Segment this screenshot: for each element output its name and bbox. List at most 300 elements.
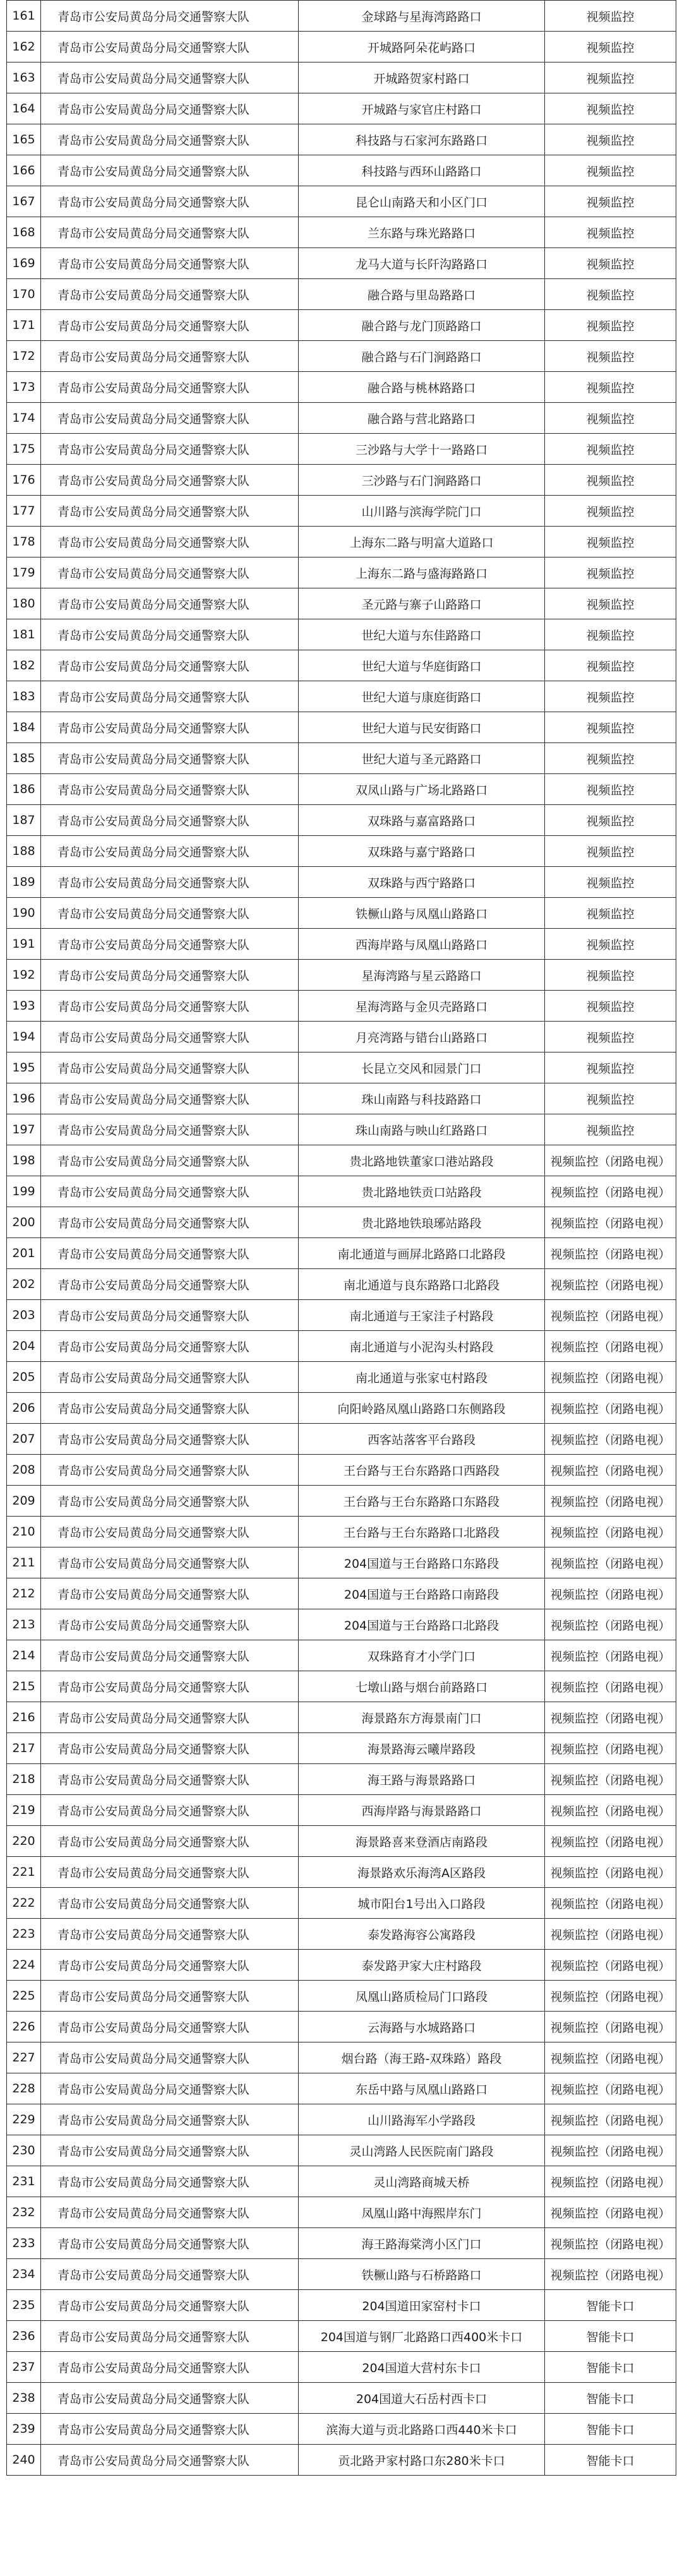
row-number-cell: 178 <box>7 527 41 558</box>
location-cell: 海王路海棠湾小区门口 <box>299 2228 545 2259</box>
location-cell: 海景路海云曦岸路段 <box>299 1733 545 1764</box>
table-row <box>7 2012 676 2042</box>
location-cell: 长昆立交风和园景门口 <box>299 1052 545 1083</box>
monitor-type-cell: 智能卡口 <box>545 2383 676 2414</box>
department-cell: 青岛市公安局黄岛分局交通警察大队 <box>41 867 299 898</box>
row-number-cell: 217 <box>7 1733 41 1764</box>
department-cell: 青岛市公安局黄岛分局交通警察大队 <box>41 217 299 248</box>
monitor-type-cell: 视频监控 <box>545 1114 676 1145</box>
department-cell: 青岛市公安局黄岛分局交通警察大队 <box>41 2012 299 2042</box>
monitor-type-cell: 视频监控（闭路电视） <box>545 1981 676 2012</box>
table-row <box>7 93 676 124</box>
department-cell: 青岛市公安局黄岛分局交通警察大队 <box>41 960 299 991</box>
table-row <box>7 774 676 805</box>
location-cell: 南北通道与小泥沟头村路段 <box>299 1331 545 1362</box>
department-cell: 青岛市公安局黄岛分局交通警察大队 <box>41 186 299 217</box>
row-number-cell: 221 <box>7 1857 41 1888</box>
table-row <box>7 681 676 712</box>
row-number-cell: 225 <box>7 1981 41 2012</box>
department-cell: 青岛市公安局黄岛分局交通警察大队 <box>41 2259 299 2290</box>
row-number-cell: 201 <box>7 1238 41 1269</box>
row-number-cell: 199 <box>7 1176 41 1207</box>
location-cell: 融合路与桃林路路口 <box>299 372 545 403</box>
table-row <box>7 805 676 836</box>
department-cell: 青岛市公安局黄岛分局交通警察大队 <box>41 1424 299 1455</box>
location-cell: 204国道大营村东卡口 <box>299 2352 545 2383</box>
location-cell: 双凤山路与广场北路路口 <box>299 774 545 805</box>
table-row <box>7 186 676 217</box>
monitor-type-cell: 视频监控 <box>545 372 676 403</box>
table-row <box>7 1517 676 1547</box>
table-row <box>7 496 676 527</box>
department-cell: 青岛市公安局黄岛分局交通警察大队 <box>41 341 299 372</box>
location-cell: 南北通道与画屏北路路口北路段 <box>299 1238 545 1269</box>
department-cell: 青岛市公安局黄岛分局交通警察大队 <box>41 1022 299 1052</box>
monitor-type-cell: 视频监控 <box>545 712 676 743</box>
table-row <box>7 960 676 991</box>
department-cell: 青岛市公安局黄岛分局交通警察大队 <box>41 1486 299 1517</box>
department-cell: 青岛市公安局黄岛分局交通警察大队 <box>41 1888 299 1919</box>
table-row <box>7 1052 676 1083</box>
department-cell: 青岛市公安局黄岛分局交通警察大队 <box>41 1919 299 1950</box>
monitor-type-cell: 视频监控（闭路电视） <box>545 1702 676 1733</box>
location-cell: 海王路与海景路路口 <box>299 1764 545 1795</box>
row-number-cell: 234 <box>7 2259 41 2290</box>
monitor-type-cell: 视频监控（闭路电视） <box>545 1609 676 1640</box>
monitor-type-cell: 视频监控（闭路电视） <box>545 1145 676 1176</box>
table-row <box>7 1764 676 1795</box>
table-row <box>7 124 676 155</box>
table-row <box>7 1671 676 1702</box>
row-number-cell: 198 <box>7 1145 41 1176</box>
table-row <box>7 558 676 588</box>
table-row <box>7 1950 676 1981</box>
location-cell: 南北通道与王家洼子村路段 <box>299 1300 545 1331</box>
location-cell: 贵北路地铁董家口港站路段 <box>299 1145 545 1176</box>
row-number-cell: 233 <box>7 2228 41 2259</box>
location-cell: 三沙路与大学十一路路口 <box>299 434 545 465</box>
location-cell: 云海路与水城路路口 <box>299 2012 545 2042</box>
table-row <box>7 434 676 465</box>
row-number-cell: 163 <box>7 63 41 93</box>
monitor-type-cell: 视频监控 <box>545 527 676 558</box>
location-cell: 凤凰山路中海熙岸东门 <box>299 2197 545 2228</box>
department-cell: 青岛市公安局黄岛分局交通警察大队 <box>41 2197 299 2228</box>
location-cell: 204国道与王台路路口南路段 <box>299 1578 545 1609</box>
department-cell: 青岛市公安局黄岛分局交通警察大队 <box>41 619 299 650</box>
department-cell: 青岛市公安局黄岛分局交通警察大队 <box>41 1300 299 1331</box>
monitor-type-cell: 视频监控 <box>545 465 676 496</box>
location-cell: 王台路与王台东路路口北路段 <box>299 1517 545 1547</box>
row-number-cell: 228 <box>7 2073 41 2104</box>
row-number-cell: 224 <box>7 1950 41 1981</box>
department-cell: 青岛市公安局黄岛分局交通警察大队 <box>41 1795 299 1826</box>
row-number-cell: 227 <box>7 2042 41 2073</box>
monitor-type-cell: 视频监控（闭路电视） <box>545 2073 676 2104</box>
monitor-type-cell: 视频监控 <box>545 805 676 836</box>
monitor-type-cell: 视频监控 <box>545 650 676 681</box>
location-cell: 铁橛山路与石桥路路口 <box>299 2259 545 2290</box>
department-cell: 青岛市公安局黄岛分局交通警察大队 <box>41 496 299 527</box>
row-number-cell: 196 <box>7 1083 41 1114</box>
department-cell: 青岛市公安局黄岛分局交通警察大队 <box>41 1702 299 1733</box>
monitor-type-cell: 视频监控 <box>545 341 676 372</box>
location-cell: 204国道与钢厂北路路口西400米卡口 <box>299 2321 545 2352</box>
location-cell: 204国道与王台路路口东路段 <box>299 1547 545 1578</box>
monitor-type-cell: 视频监控（闭路电视） <box>545 1362 676 1393</box>
row-number-cell: 164 <box>7 93 41 124</box>
monitor-type-cell: 视频监控 <box>545 836 676 867</box>
location-cell: 山川路海军小学路段 <box>299 2104 545 2135</box>
monitor-type-cell: 视频监控 <box>545 681 676 712</box>
location-cell: 融合路与营北路路口 <box>299 403 545 434</box>
table-row <box>7 2104 676 2135</box>
row-number-cell: 218 <box>7 1764 41 1795</box>
department-cell: 青岛市公安局黄岛分局交通警察大队 <box>41 2228 299 2259</box>
department-cell: 青岛市公安局黄岛分局交通警察大队 <box>41 1826 299 1857</box>
row-number-cell: 175 <box>7 434 41 465</box>
department-cell: 青岛市公安局黄岛分局交通警察大队 <box>41 712 299 743</box>
row-number-cell: 215 <box>7 1671 41 1702</box>
department-cell: 青岛市公安局黄岛分局交通警察大队 <box>41 63 299 93</box>
row-number-cell: 188 <box>7 836 41 867</box>
table-row <box>7 1393 676 1424</box>
location-cell: 兰东路与珠光路路口 <box>299 217 545 248</box>
row-number-cell: 182 <box>7 650 41 681</box>
row-number-cell: 184 <box>7 712 41 743</box>
table-row <box>7 650 676 681</box>
row-number-cell: 231 <box>7 2166 41 2197</box>
department-cell: 青岛市公安局黄岛分局交通警察大队 <box>41 2414 299 2445</box>
monitor-type-cell: 智能卡口 <box>545 2352 676 2383</box>
monitor-type-cell: 视频监控 <box>545 403 676 434</box>
monitor-type-cell: 视频监控（闭路电视） <box>545 2166 676 2197</box>
department-cell: 青岛市公安局黄岛分局交通警察大队 <box>41 929 299 960</box>
monitor-type-cell: 视频监控（闭路电视） <box>545 1826 676 1857</box>
department-cell: 青岛市公安局黄岛分局交通警察大队 <box>41 1176 299 1207</box>
department-cell: 青岛市公安局黄岛分局交通警察大队 <box>41 1331 299 1362</box>
location-cell: 泰发路尹家大庄村路段 <box>299 1950 545 1981</box>
row-number-cell: 232 <box>7 2197 41 2228</box>
table-row <box>7 155 676 186</box>
table-row <box>7 2135 676 2166</box>
monitor-type-cell: 视频监控 <box>545 960 676 991</box>
monitor-type-cell: 视频监控 <box>545 867 676 898</box>
department-cell: 青岛市公安局黄岛分局交通警察大队 <box>41 434 299 465</box>
row-number-cell: 162 <box>7 32 41 63</box>
location-cell: 南北通道与张家屯村路段 <box>299 1362 545 1393</box>
monitor-type-cell: 视频监控 <box>545 1052 676 1083</box>
document-sheet <box>6 0 676 2576</box>
location-cell: 世纪大道与民安街路口 <box>299 712 545 743</box>
row-number-cell: 176 <box>7 465 41 496</box>
location-cell: 贵北路地铁贡口站路段 <box>299 1176 545 1207</box>
location-cell: 双珠路育才小学门口 <box>299 1640 545 1671</box>
department-cell: 青岛市公安局黄岛分局交通警察大队 <box>41 1950 299 1981</box>
location-cell: 铁橛山路与凤凰山路路口 <box>299 898 545 929</box>
monitor-type-cell: 视频监控 <box>545 217 676 248</box>
location-cell: 贡北路尹家村路口东280米卡口 <box>299 2445 545 2476</box>
table-row <box>7 1733 676 1764</box>
row-number-cell: 179 <box>7 558 41 588</box>
department-cell: 青岛市公安局黄岛分局交通警察大队 <box>41 743 299 774</box>
row-number-cell: 169 <box>7 248 41 279</box>
location-cell: 科技路与石家河东路路口 <box>299 124 545 155</box>
department-cell: 青岛市公安局黄岛分局交通警察大队 <box>41 32 299 63</box>
location-cell: 融合路与里岛路路口 <box>299 279 545 310</box>
row-number-cell: 197 <box>7 1114 41 1145</box>
department-cell: 青岛市公安局黄岛分局交通警察大队 <box>41 991 299 1022</box>
location-cell: 开城路与家官庄村路口 <box>299 93 545 124</box>
location-cell: 科技路与西环山路路口 <box>299 155 545 186</box>
monitor-type-cell: 视频监控 <box>545 1022 676 1052</box>
department-cell: 青岛市公安局黄岛分局交通警察大队 <box>41 2321 299 2352</box>
table-row <box>7 743 676 774</box>
table-row <box>7 403 676 434</box>
row-number-cell: 204 <box>7 1331 41 1362</box>
location-cell: 泰发路海容公寓路段 <box>299 1919 545 1950</box>
location-cell: 东岳中路与凤凰山路路口 <box>299 2073 545 2104</box>
department-cell: 青岛市公安局黄岛分局交通警察大队 <box>41 558 299 588</box>
monitor-type-cell: 视频监控（闭路电视） <box>545 2042 676 2073</box>
monitor-type-cell: 视频监控（闭路电视） <box>545 1455 676 1486</box>
monitor-type-cell: 视频监控（闭路电视） <box>545 1857 676 1888</box>
monitor-type-cell: 视频监控（闭路电视） <box>545 1640 676 1671</box>
department-cell: 青岛市公安局黄岛分局交通警察大队 <box>41 588 299 619</box>
location-cell: 昆仑山南路天和小区门口 <box>299 186 545 217</box>
table-row <box>7 1176 676 1207</box>
department-cell: 青岛市公安局黄岛分局交通警察大队 <box>41 1981 299 2012</box>
row-number-cell: 166 <box>7 155 41 186</box>
table-row <box>7 1114 676 1145</box>
monitor-type-cell: 视频监控 <box>545 496 676 527</box>
location-cell: 滨海大道与贡北路路口西440米卡口 <box>299 2414 545 2445</box>
department-cell: 青岛市公安局黄岛分局交通警察大队 <box>41 1052 299 1083</box>
table-row <box>7 1 676 32</box>
table-row <box>7 1857 676 1888</box>
row-number-cell: 186 <box>7 774 41 805</box>
location-cell: 世纪大道与圣元路路口 <box>299 743 545 774</box>
department-cell: 青岛市公安局黄岛分局交通警察大队 <box>41 1764 299 1795</box>
table-row <box>7 1826 676 1857</box>
table-row <box>7 898 676 929</box>
location-cell: 山川路与滨海学院门口 <box>299 496 545 527</box>
table-row <box>7 929 676 960</box>
row-number-cell: 173 <box>7 372 41 403</box>
location-cell: 珠山南路与映山红路路口 <box>299 1114 545 1145</box>
table-row <box>7 2259 676 2290</box>
monitor-type-cell: 视频监控 <box>545 186 676 217</box>
table-row <box>7 1981 676 2012</box>
table-row <box>7 1300 676 1331</box>
department-cell: 青岛市公安局黄岛分局交通警察大队 <box>41 1362 299 1393</box>
monitor-type-cell: 视频监控（闭路电视） <box>545 1950 676 1981</box>
row-number-cell: 222 <box>7 1888 41 1919</box>
location-cell: 融合路与石门涧路路口 <box>299 341 545 372</box>
department-cell: 青岛市公安局黄岛分局交通警察大队 <box>41 124 299 155</box>
monitor-type-cell: 视频监控 <box>545 248 676 279</box>
location-cell: 南北通道与良东路路口北路段 <box>299 1269 545 1300</box>
department-cell: 青岛市公安局黄岛分局交通警察大队 <box>41 2352 299 2383</box>
monitor-type-cell: 视频监控（闭路电视） <box>545 1300 676 1331</box>
department-cell: 青岛市公安局黄岛分局交通警察大队 <box>41 1517 299 1547</box>
table-row <box>7 2321 676 2352</box>
table-row <box>7 2445 676 2476</box>
location-cell: 上海东二路与明富大道路口 <box>299 527 545 558</box>
department-cell: 青岛市公安局黄岛分局交通警察大队 <box>41 2445 299 2476</box>
location-cell: 世纪大道与华庭街路口 <box>299 650 545 681</box>
row-number-cell: 171 <box>7 310 41 341</box>
location-cell: 灵山湾路商城天桥 <box>299 2166 545 2197</box>
row-number-cell: 168 <box>7 217 41 248</box>
monitor-type-cell: 视频监控 <box>545 558 676 588</box>
table-row <box>7 1547 676 1578</box>
location-cell: 海景路喜来登酒店南路段 <box>299 1826 545 1857</box>
table-row <box>7 1795 676 1826</box>
department-cell: 青岛市公安局黄岛分局交通警察大队 <box>41 1857 299 1888</box>
table-row <box>7 279 676 310</box>
department-cell: 青岛市公安局黄岛分局交通警察大队 <box>41 650 299 681</box>
monitor-type-cell: 视频监控 <box>545 743 676 774</box>
table-row <box>7 465 676 496</box>
department-cell: 青岛市公安局黄岛分局交通警察大队 <box>41 2042 299 2073</box>
department-cell: 青岛市公安局黄岛分局交通警察大队 <box>41 155 299 186</box>
row-number-cell: 206 <box>7 1393 41 1424</box>
location-cell: 双珠路与嘉宁路路口 <box>299 836 545 867</box>
monitor-type-cell: 视频监控（闭路电视） <box>545 1393 676 1424</box>
location-cell: 开城路贺家村路口 <box>299 63 545 93</box>
table-row <box>7 1609 676 1640</box>
table-row <box>7 1640 676 1671</box>
location-cell: 月亮湾路与错台山路路口 <box>299 1022 545 1052</box>
row-number-cell: 172 <box>7 341 41 372</box>
location-cell: 海景路东方海景南门口 <box>299 1702 545 1733</box>
monitor-type-cell: 视频监控（闭路电视） <box>545 1517 676 1547</box>
row-number-cell: 191 <box>7 929 41 960</box>
monitor-type-cell: 视频监控 <box>545 774 676 805</box>
monitor-type-cell: 视频监控（闭路电视） <box>545 1733 676 1764</box>
monitor-type-cell: 视频监控（闭路电视） <box>545 1547 676 1578</box>
department-cell: 青岛市公安局黄岛分局交通警察大队 <box>41 465 299 496</box>
row-number-cell: 226 <box>7 2012 41 2042</box>
row-number-cell: 229 <box>7 2104 41 2135</box>
table-row <box>7 867 676 898</box>
table-row <box>7 1145 676 1176</box>
table-row <box>7 310 676 341</box>
row-number-cell: 165 <box>7 124 41 155</box>
monitor-type-cell: 视频监控 <box>545 898 676 929</box>
location-cell: 珠山南路与科技路路口 <box>299 1083 545 1114</box>
row-number-cell: 237 <box>7 2352 41 2383</box>
department-cell: 青岛市公安局黄岛分局交通警察大队 <box>41 1 299 32</box>
location-cell: 世纪大道与康庭街路口 <box>299 681 545 712</box>
row-number-cell: 208 <box>7 1455 41 1486</box>
table-row <box>7 1207 676 1238</box>
location-cell: 凤凰山路质检局门口路段 <box>299 1981 545 2012</box>
row-number-cell: 205 <box>7 1362 41 1393</box>
department-cell: 青岛市公安局黄岛分局交通警察大队 <box>41 681 299 712</box>
table-body <box>7 1 676 2476</box>
table-row <box>7 1238 676 1269</box>
department-cell: 青岛市公安局黄岛分局交通警察大队 <box>41 1578 299 1609</box>
row-number-cell: 219 <box>7 1795 41 1826</box>
row-number-cell: 187 <box>7 805 41 836</box>
table-row <box>7 372 676 403</box>
table-row <box>7 1455 676 1486</box>
location-cell: 西客站落客平台路段 <box>299 1424 545 1455</box>
row-number-cell: 210 <box>7 1517 41 1547</box>
location-cell: 世纪大道与东佳路路口 <box>299 619 545 650</box>
row-number-cell: 213 <box>7 1609 41 1640</box>
row-number-cell: 240 <box>7 2445 41 2476</box>
table-row <box>7 1486 676 1517</box>
location-cell: 双珠路与嘉富路路口 <box>299 805 545 836</box>
monitor-type-cell: 视频监控（闭路电视） <box>545 1919 676 1950</box>
department-cell: 青岛市公安局黄岛分局交通警察大队 <box>41 836 299 867</box>
monitor-type-cell: 视频监控 <box>545 619 676 650</box>
department-cell: 青岛市公安局黄岛分局交通警察大队 <box>41 1733 299 1764</box>
department-cell: 青岛市公安局黄岛分局交通警察大队 <box>41 93 299 124</box>
table-row <box>7 991 676 1022</box>
location-cell: 星海湾路与金贝壳路路口 <box>299 991 545 1022</box>
monitor-type-cell: 视频监控 <box>545 1 676 32</box>
monitor-type-cell: 视频监控（闭路电视） <box>545 1486 676 1517</box>
row-number-cell: 236 <box>7 2321 41 2352</box>
location-cell: 龙马大道与长阡沟路路口 <box>299 248 545 279</box>
department-cell: 青岛市公安局黄岛分局交通警察大队 <box>41 372 299 403</box>
row-number-cell: 194 <box>7 1022 41 1052</box>
row-number-cell: 202 <box>7 1269 41 1300</box>
department-cell: 青岛市公安局黄岛分局交通警察大队 <box>41 898 299 929</box>
monitor-type-cell: 智能卡口 <box>545 2290 676 2321</box>
monitor-type-cell: 视频监控 <box>545 124 676 155</box>
monitor-type-cell: 视频监控（闭路电视） <box>545 2228 676 2259</box>
monitoring-points-table <box>6 0 676 2476</box>
location-cell: 双珠路与西宁路路口 <box>299 867 545 898</box>
table-row <box>7 836 676 867</box>
row-number-cell: 167 <box>7 186 41 217</box>
monitor-type-cell: 视频监控 <box>545 32 676 63</box>
department-cell: 青岛市公安局黄岛分局交通警察大队 <box>41 805 299 836</box>
monitor-type-cell: 视频监控（闭路电视） <box>545 1238 676 1269</box>
monitor-type-cell: 视频监控（闭路电视） <box>545 2012 676 2042</box>
location-cell: 圣元路与寨子山路路口 <box>299 588 545 619</box>
row-number-cell: 214 <box>7 1640 41 1671</box>
table-row <box>7 2414 676 2445</box>
department-cell: 青岛市公安局黄岛分局交通警察大队 <box>41 774 299 805</box>
department-cell: 青岛市公安局黄岛分局交通警察大队 <box>41 1393 299 1424</box>
table-row <box>7 1702 676 1733</box>
monitor-type-cell: 视频监控（闭路电视） <box>545 2259 676 2290</box>
table-row <box>7 217 676 248</box>
row-number-cell: 183 <box>7 681 41 712</box>
department-cell: 青岛市公安局黄岛分局交通警察大队 <box>41 2073 299 2104</box>
monitor-type-cell: 视频监控（闭路电视） <box>545 2135 676 2166</box>
monitor-type-cell: 视频监控 <box>545 93 676 124</box>
table-row <box>7 341 676 372</box>
monitor-type-cell: 视频监控 <box>545 310 676 341</box>
monitor-type-cell: 智能卡口 <box>545 2414 676 2445</box>
table-row <box>7 527 676 558</box>
department-cell: 青岛市公安局黄岛分局交通警察大队 <box>41 1207 299 1238</box>
location-cell: 城市阳台1号出入口路段 <box>299 1888 545 1919</box>
monitor-type-cell: 视频监控（闭路电视） <box>545 1764 676 1795</box>
monitor-type-cell: 视频监控（闭路电视） <box>545 1424 676 1455</box>
department-cell: 青岛市公安局黄岛分局交通警察大队 <box>41 2104 299 2135</box>
monitor-type-cell: 视频监控 <box>545 991 676 1022</box>
department-cell: 青岛市公安局黄岛分局交通警察大队 <box>41 527 299 558</box>
location-cell: 三沙路与石门涧路路口 <box>299 465 545 496</box>
